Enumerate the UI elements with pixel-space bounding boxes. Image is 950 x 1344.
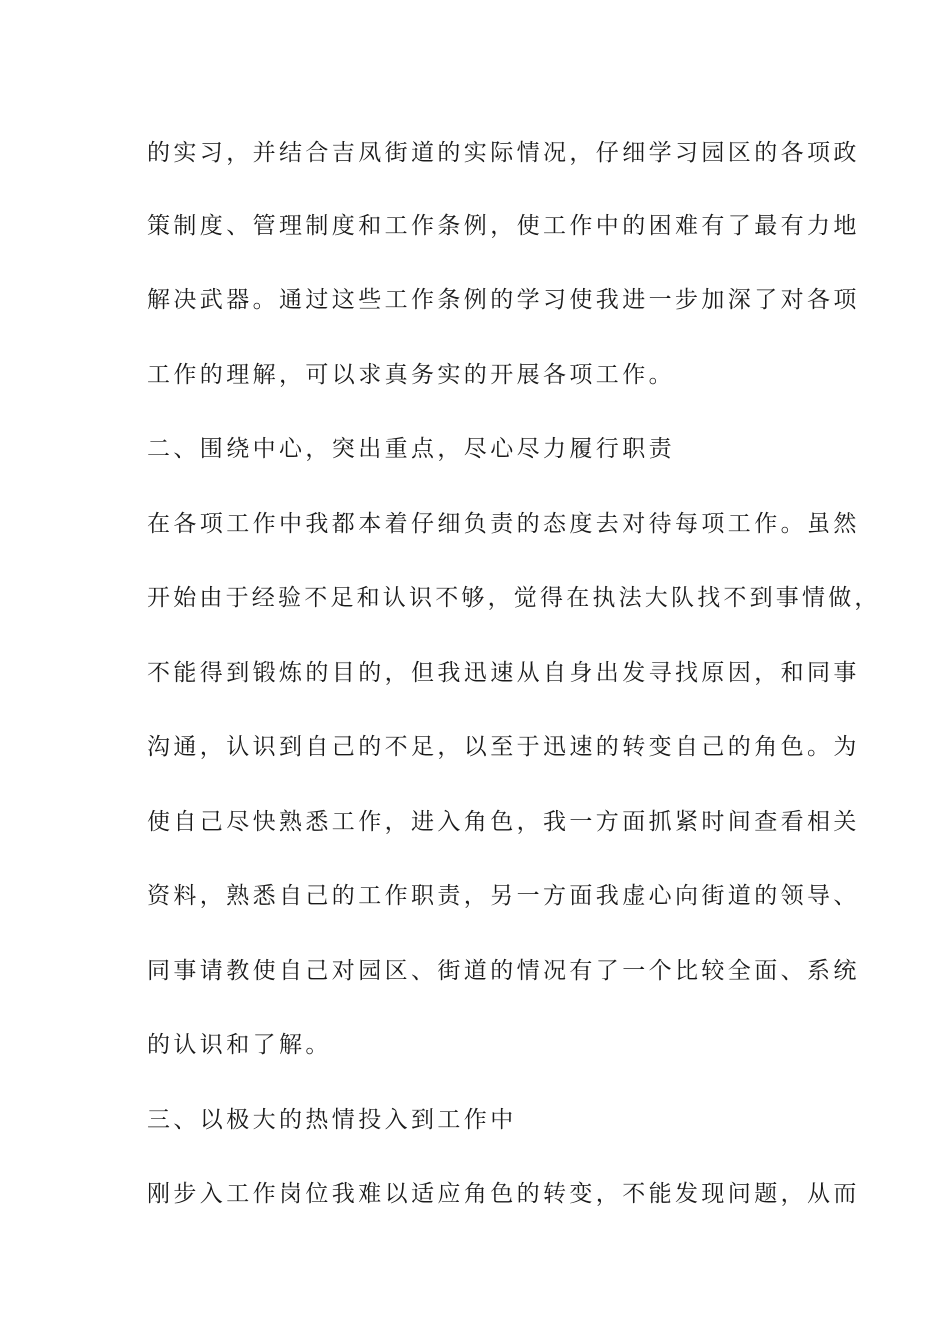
- paragraph-line: 使自己尽快熟悉工作，进入角色，我一方面抓紧时间查看相关: [147, 809, 860, 835]
- paragraph-line: 不能得到锻炼的目的，但我迅速从自身出发寻找原因，和同事: [147, 660, 860, 686]
- paragraph-line: 在各项工作中我都本着仔细负责的态度去对待每项工作。虽然: [147, 511, 860, 537]
- paragraph-line: 的认识和了解。: [147, 1032, 332, 1058]
- paragraph-line: 开始由于经验不足和认识不够，觉得在执法大队找不到事情做，: [147, 585, 881, 611]
- paragraph-line: 策制度、管理制度和工作条例，使工作中的困难有了最有力地: [147, 213, 860, 239]
- section-heading: 三、以极大的热情投入到工作中: [147, 1107, 517, 1133]
- paragraph-line: 同事请教使自己对园区、街道的情况有了一个比较全面、系统: [147, 958, 860, 984]
- section-heading: 二、围绕中心，突出重点，尽心尽力履行职责: [147, 436, 675, 462]
- paragraph-line: 解决武器。通过这些工作条例的学习使我进一步加深了对各项: [147, 287, 860, 313]
- paragraph-line: 的实习，并结合吉凤街道的实际情况，仔细学习园区的各项政: [147, 140, 860, 166]
- paragraph-line: 刚步入工作岗位我难以适应角色的转变，不能发现问题，从而: [147, 1181, 860, 1207]
- paragraph-line: 沟通，认识到自己的不足，以至于迅速的转变自己的角色。为: [147, 734, 860, 760]
- paragraph-line: 资料，熟悉自己的工作职责，另一方面我虚心向街道的领导、: [147, 883, 860, 909]
- paragraph-line: 工作的理解，可以求真务实的开展各项工作。: [147, 362, 675, 388]
